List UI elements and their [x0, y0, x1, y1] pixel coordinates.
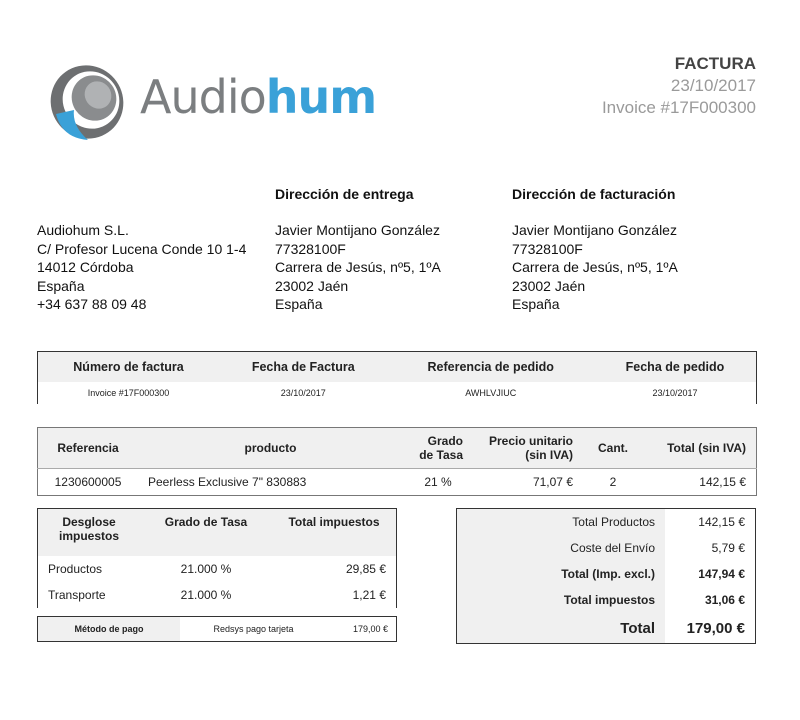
table-cell: 71,07 €	[473, 469, 583, 496]
billing-line: Javier Montijano González	[512, 222, 677, 238]
delivery-line: 77328100F	[275, 240, 346, 257]
payment-label: Método de pago	[38, 617, 181, 642]
logo-text-hum: hum	[265, 70, 377, 124]
billing-line: España	[512, 296, 560, 312]
table-cell: 23/10/2017	[652, 388, 698, 398]
col-header: Precio unitario (sin IVA)	[473, 428, 583, 469]
billing-line: Carrera de Jesús, nº5, 1ºA	[512, 259, 678, 275]
table-row	[457, 613, 756, 644]
col-header: Cant.	[583, 428, 643, 469]
table-cell: 1230600005	[38, 469, 139, 496]
table-cell: 1,21 €	[352, 588, 386, 602]
payment-table	[37, 616, 397, 642]
totals-table	[456, 508, 756, 644]
totals-label: Total impuestos	[457, 587, 666, 613]
seller-line: +34 637 88 09 48	[37, 296, 147, 312]
invoice-date: 23/10/2017	[670, 76, 756, 95]
billing-line: 77328100F	[512, 240, 583, 257]
table-row	[38, 382, 757, 404]
delivery-line: España	[275, 296, 323, 312]
doc-title: FACTURA	[674, 54, 756, 73]
seller-line: Audiohum S.L.	[37, 222, 129, 238]
logo-text-audio: Audio	[140, 70, 266, 124]
table-cell: 21.000 %	[180, 588, 232, 602]
table-row	[457, 587, 756, 613]
table-cell: Transporte	[48, 588, 106, 602]
delivery-title: Dirección de entrega	[275, 186, 414, 202]
col-header: Referencia	[38, 428, 139, 469]
col-header: Número de factura	[38, 352, 220, 383]
table-row	[457, 509, 756, 536]
grand-total-value: 179,00 €	[686, 619, 745, 637]
col-header: Grado de Tasa	[140, 509, 272, 557]
billing-address	[512, 221, 678, 314]
delivery-address	[275, 221, 441, 314]
company-logo	[44, 60, 377, 144]
table-row	[38, 469, 757, 496]
delivery-line: Javier Montijano González	[275, 222, 440, 238]
col-header: Fecha de pedido	[594, 352, 757, 383]
totals-label: Total Productos	[457, 509, 666, 536]
seller-line: España	[37, 277, 85, 294]
totals-value: 31,06 €	[704, 593, 745, 607]
table-cell: Invoice #17F000300	[87, 388, 170, 398]
grand-total-label: Total	[457, 613, 666, 644]
col-header: Grado de Tasa	[403, 428, 473, 469]
col-header: Referencia de pedido	[388, 352, 594, 383]
billing-line: 23002 Jaén	[512, 277, 586, 294]
table-cell: Peerless Exclusive 7" 830883	[138, 469, 403, 496]
table-cell: 142,15 €	[643, 469, 757, 496]
totals-label: Coste del Envío	[457, 535, 666, 561]
delivery-line: 23002 Jaén	[275, 277, 349, 294]
col-header: producto	[138, 428, 403, 469]
totals-label: Total (Imp. excl.)	[457, 561, 666, 587]
table-cell: AWHLVJIUC	[465, 388, 517, 398]
invoice-info-table	[37, 351, 757, 404]
products-table	[37, 427, 757, 496]
tax-breakdown-table	[37, 508, 397, 608]
table-row	[457, 535, 756, 561]
table-cell: 23/10/2017	[280, 388, 326, 398]
totals-value: 147,94 €	[698, 567, 745, 581]
table-row	[38, 582, 397, 608]
delivery-line: Carrera de Jesús, nº5, 1ºA	[275, 259, 441, 275]
logo-wordmark	[140, 70, 377, 124]
speaker-logo-icon	[44, 60, 130, 144]
table-cell: 21.000 %	[180, 562, 232, 576]
payment-method: Redsys pago tarjeta	[213, 624, 294, 634]
table-cell: Productos	[48, 562, 103, 576]
col-header: Total impuestos	[272, 509, 397, 557]
table-row	[457, 561, 756, 587]
table-header-row	[38, 428, 757, 469]
table-row	[38, 556, 397, 582]
seller-line: 14012 Córdoba	[37, 259, 134, 275]
totals-value: 5,79 €	[711, 541, 745, 555]
totals-value: 142,15 €	[698, 515, 745, 529]
invoice-number: Invoice #17F000300	[601, 98, 756, 117]
payment-amount: 179,00 €	[352, 624, 388, 634]
col-header: Total (sin IVA)	[643, 428, 757, 469]
invoice-header	[602, 54, 756, 118]
table-header-row	[38, 352, 757, 383]
billing-title: Dirección de facturación	[512, 186, 676, 202]
table-cell: 21 %	[403, 469, 473, 496]
table-header-row	[38, 509, 397, 557]
col-header: Desglose impuestos	[38, 509, 141, 557]
table-row	[38, 617, 397, 642]
seller-line: C/ Profesor Lucena Conde 10 1-4	[37, 240, 247, 257]
seller-address	[37, 221, 246, 314]
col-header: Fecha de Factura	[219, 352, 387, 383]
table-cell: 29,85 €	[345, 562, 386, 576]
table-cell: 2	[583, 469, 643, 496]
